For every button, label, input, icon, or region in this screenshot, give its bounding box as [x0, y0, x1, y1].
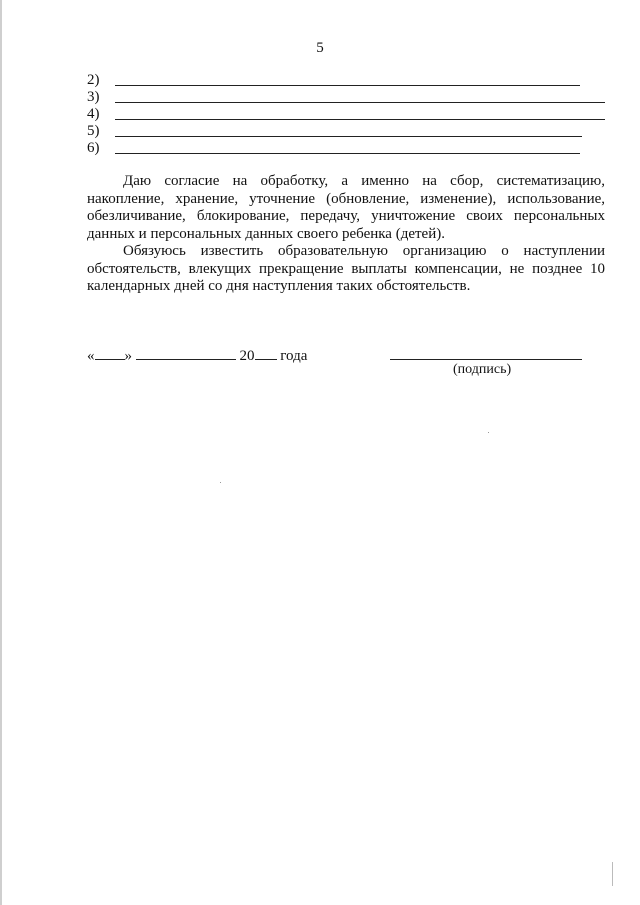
- year-prefix: 20: [239, 348, 255, 364]
- fill-in-line: [115, 153, 580, 154]
- list-item: [87, 123, 607, 140]
- signature-line: [390, 359, 582, 360]
- close-quote: »: [124, 348, 132, 364]
- scan-speck: [220, 482, 221, 483]
- scan-edge: [0, 0, 2, 905]
- fill-in-line: [115, 102, 605, 103]
- obligation-paragraph: Обязуюсь известить образовательную организацию о наступлении обстоятельств, влекущих прекращение выплаты компенсации, не позднее 10 календарных дней со дня наступления таких обстоятельств.: [87, 243, 605, 294]
- fill-in-line: [115, 136, 582, 137]
- list-item: [87, 140, 607, 157]
- page-number: 5: [316, 40, 324, 56]
- scan-speck: [488, 432, 489, 433]
- month-blank: [136, 347, 236, 360]
- consent-paragraph: Даю согласие на обработку, а именно на сбор, систематизацию, накопление, хранение, уточнение (обновление, изменение), использование, обезличивание, блокирование, передачу, уничтожение своих персональных данных и персональных данных своего ребенка (детей).: [87, 173, 605, 242]
- list-item-number: 3): [87, 89, 100, 105]
- date-field: [87, 347, 307, 365]
- list-item-number: 2): [87, 72, 100, 88]
- list-item-number: 4): [87, 106, 100, 122]
- signature-caption: (подпись): [453, 362, 512, 377]
- open-quote: «: [87, 348, 95, 364]
- list-item: [87, 89, 607, 106]
- year-suffix: года: [280, 348, 308, 364]
- year-blank: [255, 347, 277, 360]
- list-item: [87, 72, 607, 89]
- day-blank: [95, 347, 125, 360]
- list-item: [87, 106, 607, 123]
- fill-in-line: [115, 85, 580, 86]
- fill-in-line: [115, 119, 605, 120]
- list-item-number: 5): [87, 123, 100, 139]
- scan-speck: [612, 862, 613, 886]
- blank-list: [87, 72, 607, 157]
- list-item-number: 6): [87, 140, 100, 156]
